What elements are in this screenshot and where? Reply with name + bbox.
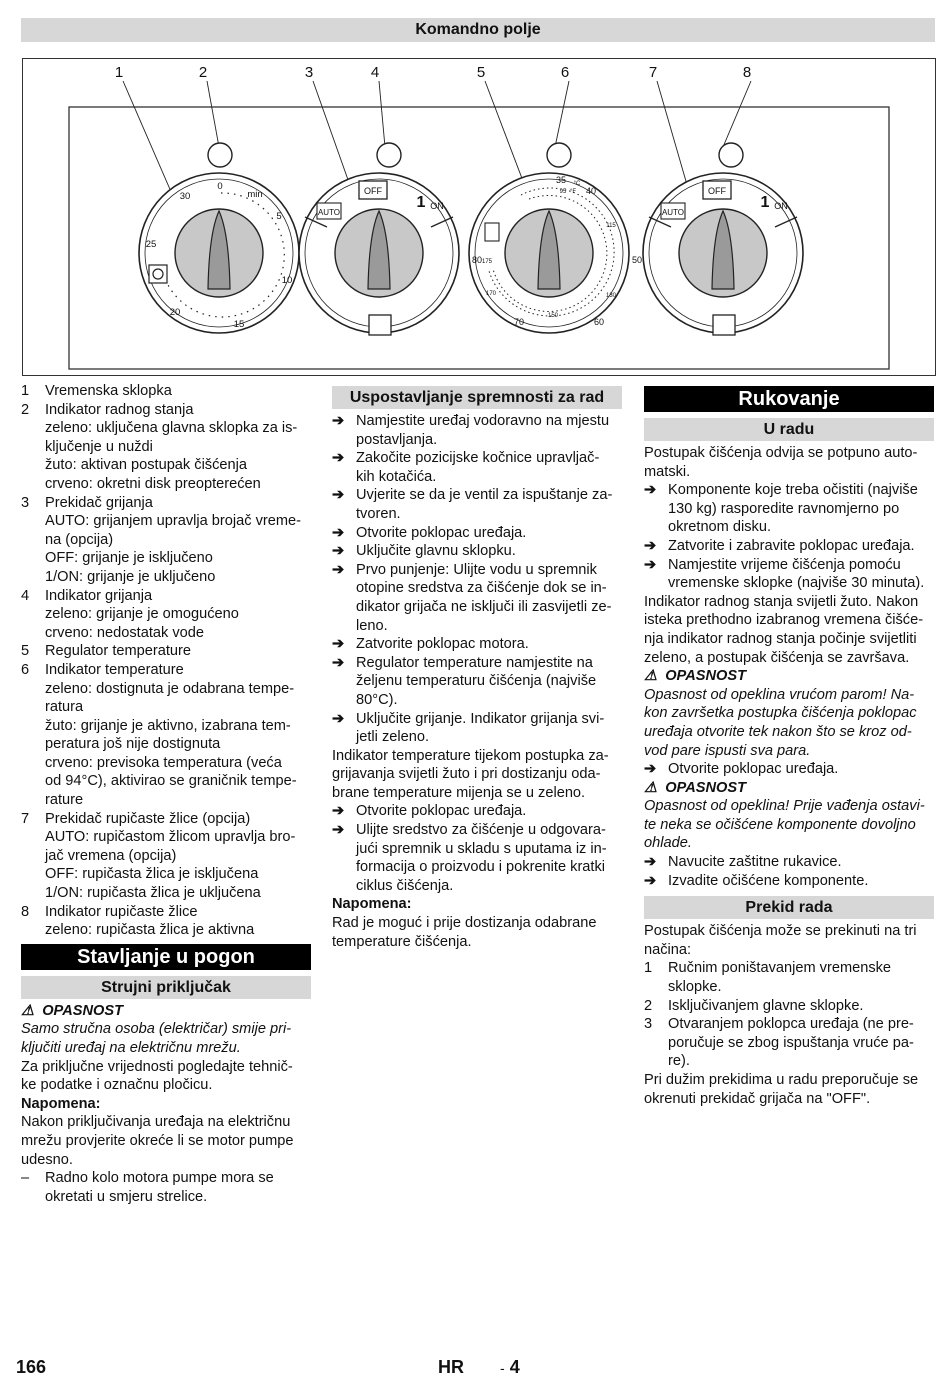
paragraph (644, 1071, 934, 1108)
text-line: Za priključne vrijednosti pogledajte tehnič- (21, 1058, 293, 1075)
control-panel-illustration (23, 59, 937, 377)
arrow-icon: ➔ (332, 710, 345, 727)
timer-reset-icon (149, 265, 167, 283)
legend-list (21, 382, 311, 940)
callout-1: 1 (114, 64, 124, 81)
thermo-label-11: 150 (547, 313, 559, 319)
step-item: ➔ Otvorite poklopac uređaja. (332, 803, 527, 820)
thermo-label-1: °C (573, 181, 581, 187)
text-line: brane temperature mijenja se u zeleno. (332, 784, 586, 801)
steps-list (332, 802, 622, 895)
arrow-icon: ➔ (644, 556, 657, 573)
text-line: Radno kolo motora pumpe mora se (45, 1170, 274, 1187)
prekid-item: 1 Ručnim poništavanjem vremenske sklopke. (644, 960, 892, 996)
text-line: okretati u smjeru strelice. (45, 1188, 208, 1205)
page-section-number: - 4 (500, 1357, 520, 1377)
callout-3: 3 (304, 64, 314, 81)
note-text (332, 914, 622, 951)
thermo-label-0: 35 (555, 175, 567, 185)
indicator-lamp-3 (547, 143, 571, 167)
note-title: Napomena: (21, 1095, 101, 1112)
switch-auto-label-2: AUTO (317, 208, 341, 217)
thermo-label-9: 115 (606, 223, 616, 229)
switch-on-label-4: ON (774, 201, 788, 211)
arrow-icon: ➔ (644, 872, 657, 889)
step-item: ➔ Prvo punjenje: Ulijte vodu u spremnik otopine sredstva za čišćenje dok se in- dikator grijača ne isključi ili zasvijetli ze- leno. (332, 561, 612, 634)
callout-2: 2 (198, 64, 208, 81)
text-line: uređaja otvorite tek nakon što se kroz od- (644, 723, 912, 740)
steps-list (644, 481, 934, 593)
arrow-icon: ➔ (644, 482, 657, 499)
page-number: 166 (16, 1357, 47, 1377)
timer-label-2: 5 (276, 211, 282, 222)
text-line: mrežu provjerite okreće li se motor pumpe (21, 1132, 294, 1149)
warning-text (644, 686, 934, 760)
timer-label-7: 30 (179, 191, 191, 202)
thermo-label-13: 175 (481, 259, 493, 265)
text-line: Samo stručna osoba (električar) smije pri- (21, 1021, 292, 1038)
legend-item: 4 Indikator grijanja zeleno: grijanje je omogućeno crveno: nedostatak vode (21, 587, 239, 641)
text-line: Indikator temperature tijekom postupka za- (332, 747, 609, 764)
thermo-label-5: 70 (513, 317, 525, 327)
arrow-icon: ➔ (332, 803, 345, 820)
step-item: ➔ Namjestite vrijeme čišćenja pomoću vremenske sklopke (najviše 30 minuta). (644, 556, 925, 592)
switch-on-num-4: 1 (760, 194, 770, 211)
text-line: zeleno, a postupak čišćenja se završava. (644, 649, 910, 666)
column-2 (332, 382, 622, 951)
dash-item: – Radno kolo motora pumpe mora se okretati u smjeru strelice. (21, 1170, 274, 1205)
paragraph (21, 1058, 311, 1095)
text-line: matski. (644, 463, 691, 480)
heating-icon (369, 315, 391, 335)
column-1 (21, 382, 311, 1206)
timer-label-3: 10 (281, 275, 293, 286)
spray-icon (713, 315, 735, 335)
leader-line-6 (555, 81, 569, 147)
step-item: ➔ Uvjerite se da je ventil za ispuštanje za- tvoren. (332, 487, 613, 522)
text-line: okrenuti prekidač grijača na "OFF". (644, 1090, 871, 1107)
legend-item: 7 Prekidač rupičaste žlice (opcija) AUTO: rupičastom žlicom upravlja bro- jač vremena (opcija) OFF: rupičasta žlica je isključena 1/ON: rupičasta žlica je uključena (21, 810, 296, 902)
legend-item: 1 Vremenska sklopka (21, 383, 172, 399)
heading-uspostavljanje: Uspostavljanje spremnosti za rad (332, 386, 622, 409)
arrow-icon: ➔ (332, 822, 345, 839)
switch-off-label-4: OFF (708, 186, 726, 196)
text-line: ke podatke i označnu pločicu. (21, 1077, 213, 1094)
text-line: načina: (644, 941, 692, 958)
text-line: Nakon priključivanja uređaja na električnu (21, 1114, 291, 1131)
arrow-icon: ➔ (332, 413, 345, 429)
step-item: ➔ Namjestite uređaj vodoravno na mjestu postavljanja. (332, 413, 610, 448)
numbered-list (644, 959, 934, 1071)
text-line: te neka se očišćene komponente dovoljno (644, 816, 916, 833)
indicator-lamp-4 (719, 143, 743, 167)
arrow-icon: ➔ (332, 561, 345, 578)
text-line: isteka prethodno izabranog vremena čišće- (644, 612, 924, 629)
leader-line-4 (379, 81, 385, 147)
paragraph (332, 747, 622, 803)
legend-item: 2 Indikator radnog stanja zeleno: uključena glavna sklopka za is- ključenje u nuždi žuto: aktivan postupak čišćenja crveno: okretni disk preopterećen (21, 401, 298, 492)
step-item: ➔ Navucite zaštitne rukavice. (644, 854, 842, 871)
callout-7: 7 (648, 64, 658, 81)
legend-item: 6 Indikator temperature zeleno: dostignuta je odabrana tempe- ratura žuto: grijanje je aktivno, izabrana tem- peratura još nije dostignuta crveno: previsoka temperatura (veća od 94°C), aktivirao se graničnik tempe- rature (21, 661, 297, 809)
callout-4: 4 (370, 64, 380, 81)
arrow-icon: ➔ (332, 636, 345, 653)
text-line: nja indikator radnog stanja počinje svijetliti (644, 630, 917, 647)
text-line: vod pare ispusti sva para. (644, 742, 811, 759)
warning-text (21, 1020, 311, 1057)
switch-on-num-2: 1 (416, 194, 426, 211)
note-text (21, 1113, 311, 1169)
warning-icon: ⚠ (644, 779, 658, 796)
legend-item: 3 Prekidač grijanja AUTO: grijanjem upravlja brojač vreme- na (opcija) OFF: grijanje je isključeno 1/ON: grijanje je uključeno (21, 494, 302, 585)
warning-opasnost: ⚠ OPASNOST (644, 668, 747, 685)
leader-line-8 (723, 81, 751, 147)
step-item: ➔ Zakočite pozicijske kočnice upravljač- kih kotačića. (332, 450, 600, 485)
step-item: ➔ Zatvorite poklopac motora. (332, 636, 529, 653)
heading-u-radu: U radu (644, 418, 934, 441)
text-line: Pri dužim prekidima u radu preporučuje se (644, 1072, 919, 1088)
section-header-komandno-polje: Komandno polje (21, 18, 935, 42)
text-line: Indikator radnog stanja svijetli žuto. Nakon (644, 593, 919, 610)
text-line: udesno. (21, 1151, 73, 1168)
arrow-icon: ➔ (332, 654, 345, 671)
step-item: ➔ Izvadite očišćene komponente. (644, 872, 869, 889)
control-panel-diagram (22, 58, 936, 376)
timer-label-5: 20 (169, 307, 181, 318)
step-item: ➔ Uključite glavnu sklopku. (332, 543, 516, 560)
thermo-label-6: 80 (471, 255, 483, 265)
text-line: ohlade. (644, 835, 692, 852)
heading-strujni: Strujni priključak (21, 976, 311, 999)
steps-list (644, 853, 934, 890)
thermo-label-8: 95 (559, 189, 567, 195)
thermo-label-7: °F (569, 189, 577, 195)
prekid-item: 2 Isključivanjem glavne sklopke. (644, 997, 864, 1014)
thermo-label-3: 50 (631, 255, 643, 265)
text-line: kon završetka postupka čišćenja poklopac (644, 705, 917, 722)
callout-6: 6 (560, 64, 570, 81)
warning-icon: ⚠ (644, 668, 658, 685)
arrow-icon: ➔ (332, 487, 345, 504)
arrow-icon: ➔ (332, 524, 345, 541)
callout-8: 8 (742, 64, 752, 81)
indicator-lamp-1 (208, 143, 232, 167)
arrow-icon: ➔ (644, 761, 657, 778)
text-line: ključiti uređaj na električnu mrežu. (21, 1040, 241, 1056)
paragraph (644, 593, 934, 667)
thermo-label-2: 40 (585, 186, 597, 196)
step-item: ➔ Otvorite poklopac uređaja. (332, 524, 527, 541)
thermo-label-12: 170 (485, 291, 497, 297)
text-line: Postupak čišćenja odvija se potpuno auto- (644, 445, 918, 461)
text-line: temperature čišćenja. (332, 933, 472, 950)
column-3 (644, 382, 934, 1108)
heading-rukovanje: Rukovanje (644, 386, 934, 412)
leader-line-2 (207, 81, 219, 147)
indicator-lamp-2 (377, 143, 401, 167)
switch-on-label-2: ON (430, 201, 444, 211)
callout-5: 5 (476, 64, 486, 81)
warning-icon: ⚠ (21, 1002, 35, 1019)
steps-list (332, 412, 622, 747)
text-line: grijavanja svijetli žuto i pri dostizanju oda- (332, 766, 601, 783)
arrow-icon: ➔ (332, 543, 345, 560)
arrow-icon: ➔ (332, 450, 345, 467)
thermometer-icon (485, 223, 499, 241)
warning-text (644, 797, 934, 853)
text-line: Opasnost od opeklina! Prije vađenja ostavi- (644, 798, 925, 815)
language-code: HR (438, 1357, 464, 1377)
timer-label-1: min (247, 189, 263, 200)
step-item: ➔ Regulator temperature namjestite na željenu temperaturu čišćenja (najviše 80°C). (332, 654, 597, 708)
warning-opasnost: ⚠ OPASNOST (644, 779, 747, 796)
arrow-icon: ➔ (644, 854, 657, 871)
paragraph (644, 922, 934, 959)
thermo-label-4: 60 (593, 317, 605, 327)
warning-opasnost: ⚠ OPASNOST (21, 1002, 124, 1019)
switch-auto-label-4: AUTO (661, 208, 685, 217)
step-item: ➔ Ulijte sredstvo za čišćenje u odgovara- jući spremnik u skladu s uputama iz in- formacija o proizvodu i pokrenite kratki ciklus čišćenja. (332, 822, 607, 894)
legend-item: 8 Indikator rupičaste žlice zeleno: rupičasta žlica je aktivna (21, 903, 255, 939)
text-line: Opasnost od opeklina vrućom parom! Na- (644, 686, 915, 703)
timer-label-0: 0 (217, 181, 223, 192)
step-item: ➔ Komponente koje treba očistiti (najviše 130 kg) rasporedite ravnomjerno po okretnom disku. (644, 482, 918, 536)
timer-label-4: 15 (233, 319, 245, 330)
text-line: Rad je moguć i prije dostizanja odabrane (332, 915, 597, 932)
step-item: ➔ Uključite grijanje. Indikator grijanja svi- jetli zeleno. (332, 710, 605, 746)
heading-stavljanje: Stavljanje u pogon (21, 944, 311, 970)
heading-prekid-rada: Prekid rada (644, 896, 934, 919)
text-line: Postupak čišćenja može se prekinuti na tri (644, 923, 917, 940)
timer-label-6: 25 (145, 239, 157, 250)
legend-item: 5 Regulator temperature (21, 643, 192, 660)
switch-off-label-2: OFF (364, 186, 382, 196)
thermo-label-10: 130 (605, 293, 617, 299)
prekid-item: 3 Otvaranjem poklopca uređaja (ne pre- poručuje se zbog ispuštanja vruće pa- re). (644, 1016, 914, 1070)
paragraph (644, 444, 934, 481)
step-item: ➔ Otvorite poklopac uređaja. (644, 761, 839, 778)
note-title: Napomena: (332, 896, 412, 913)
arrow-icon: ➔ (644, 537, 657, 554)
step-item: ➔ Zatvorite i zabravite poklopac uređaja. (644, 537, 915, 554)
